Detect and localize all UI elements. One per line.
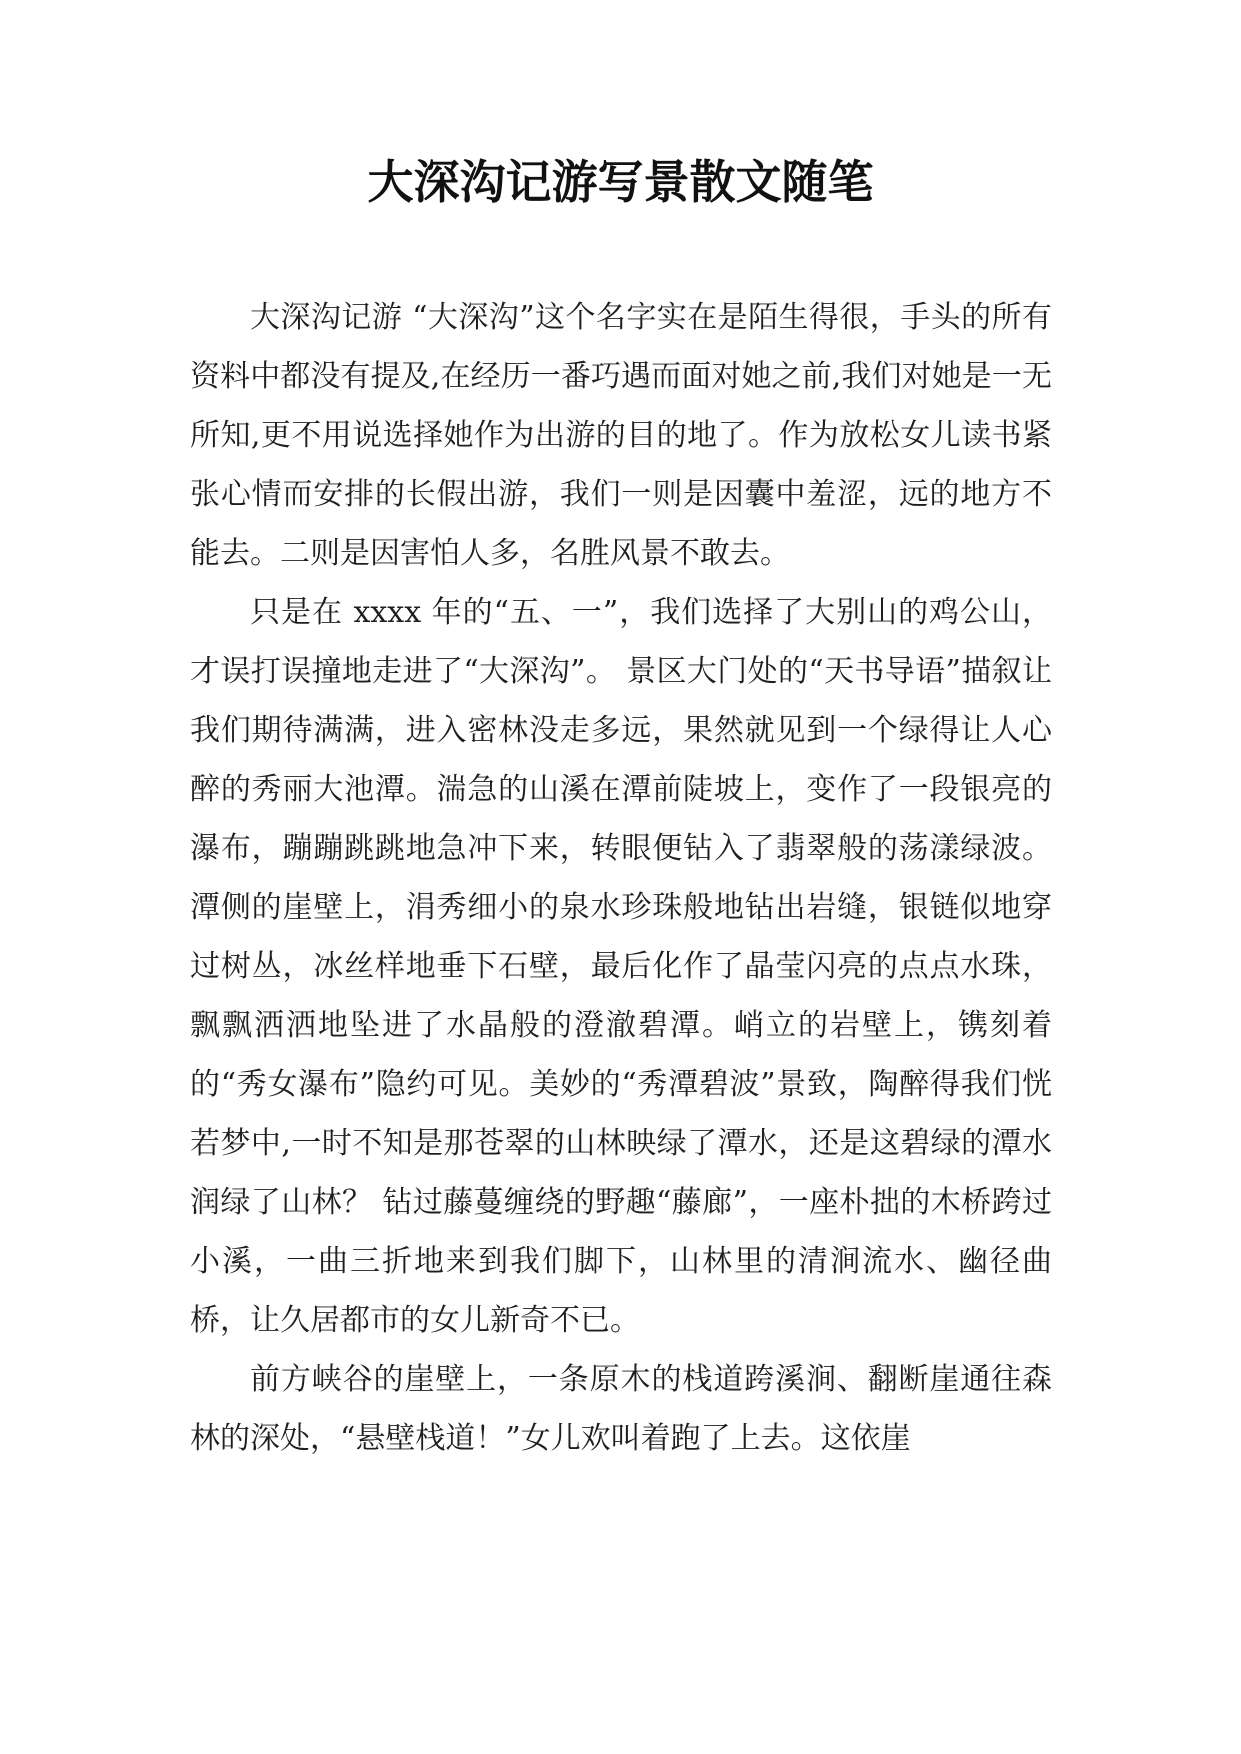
paragraph: 只是在 xxxx 年的“五、一”，我们选择了大别山的鸡公山，才误打误撞地走进了“大深沟”。 景区大门处的“天书导语”描叙让我们期待满满，进入密林没走多远，果然就见到一个绿得让人心醉的秀丽大池潭。湍急的山溪在潭前陡坡上，变作了一段银亮的瀑布，蹦蹦跳跳地急冲下来，转眼便钻入了翡翠般的荡漾绿波。潭侧的崖壁上，涓秀细小的泉水珍珠般地钻出岩缝，银链似地穿过树丛，冰丝样地垂下石壁，最后化作了晶莹闪亮的点点水珠，飘飘洒洒地坠进了水晶般的澄澈碧潭。峭立的岩壁上，镌刻着的“秀女瀑布”隐约可见。美妙的“秀潭碧波”景致，陶醉得我们恍若梦中,一时不知是那苍翠的山林映绿了潭水，还是这碧绿的潭水润绿了山林？ 钻过藤蔓缠绕的野趣“藤廊”，一座朴拙的木桥跨过小溪，一曲三折地来到我们脚下，山林里的清涧流水、幽径曲桥，让久居都市的女儿新奇不已。	[190, 595, 1052, 1338]
paragraph: 前方峡谷的崖壁上，一条原木的栈道跨溪涧、翻断崖通往森林的深处，“悬壁栈道！”女儿欢叫着跑了上去。这依崖	[190, 1362, 1052, 1456]
paragraph: 大深沟记游 “大深沟”这个名字实在是陌生得很，手头的所有资料中都没有提及,在经历一番巧遇而面对她之前,我们对她是一无所知,更不用说选择她作为出游的目的地了。作为放松女儿读书紧张心情而安排的长假出游，我们一则是因囊中羞涩，远的地方不能去。二则是因害怕人多，名胜风景不敢去。	[190, 300, 1052, 571]
page-title: 大深沟记游写景散文随笔	[367, 155, 874, 209]
document-body	[190, 288, 1052, 1468]
